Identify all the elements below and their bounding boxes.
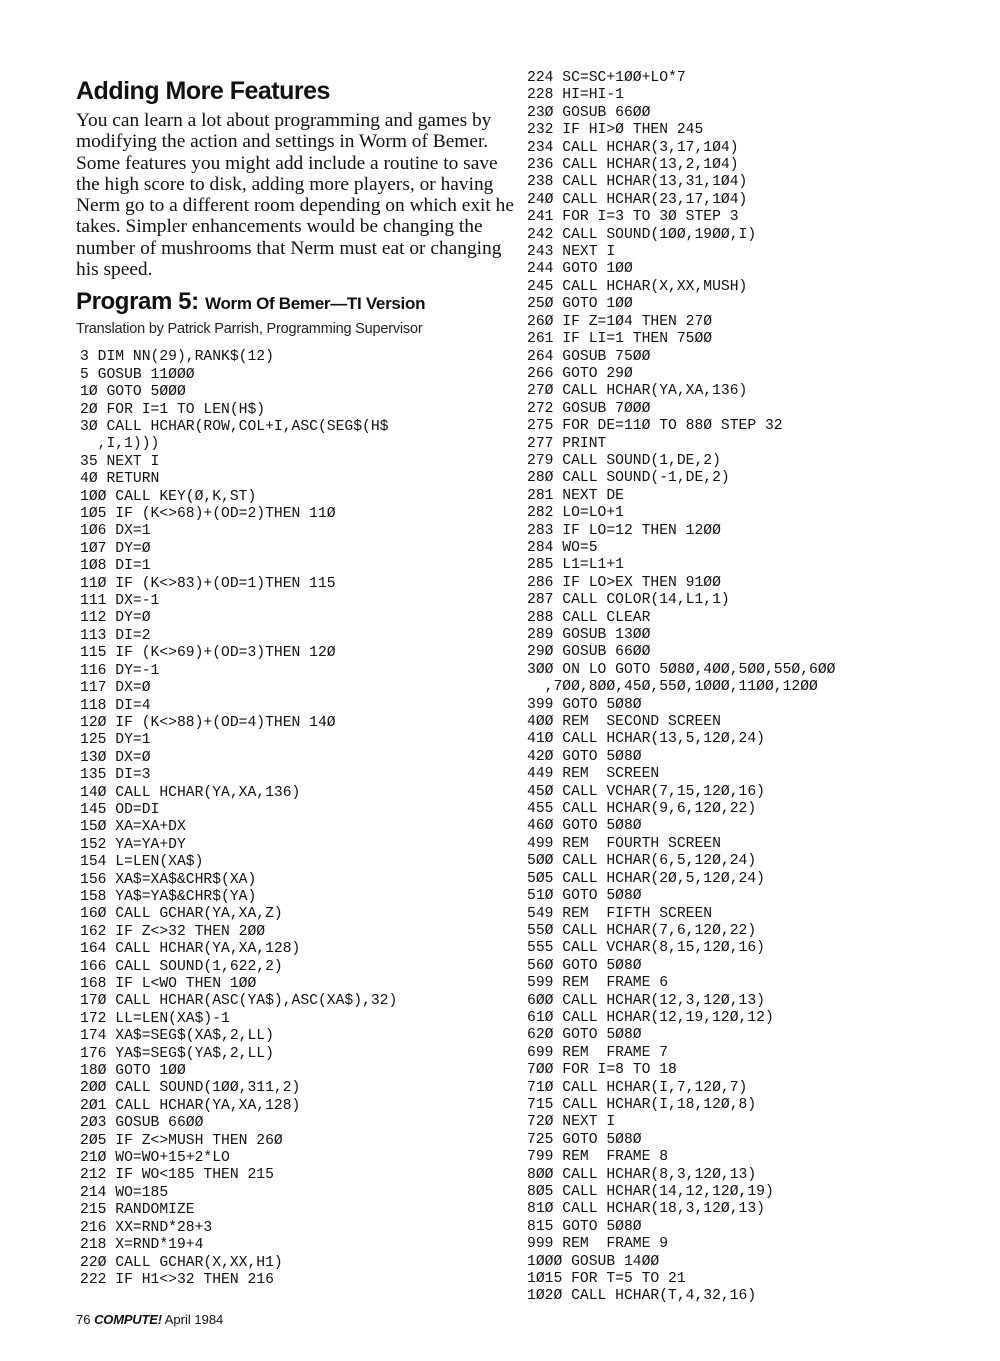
code-listing-left — [80, 349, 516, 1289]
code-line: 3 DIM NN(29),RANK$(12) — [80, 349, 274, 366]
code-line: 289 GOSUB 13ØØ — [527, 627, 651, 643]
code-line: 61Ø CALL HCHAR(12,19,12Ø,12) — [527, 1009, 774, 1026]
code-line: 17Ø CALL HCHAR(ASC(YA$),ASC(XA$),32) — [80, 993, 398, 1010]
code-listing-right — [527, 70, 987, 1306]
code-line: 214 WO=185 — [80, 1184, 169, 1201]
code-line: 5ØØ CALL HCHAR(6,5,12Ø,24) — [527, 853, 757, 870]
code-line: 23Ø GOSUB 66ØØ — [527, 104, 651, 121]
code-line: 152 YA=YA+DY — [80, 836, 186, 853]
code-line: 236 CALL HCHAR(13,2,1Ø4) — [527, 157, 739, 174]
code-line: 399 GOTO 5Ø8Ø — [527, 696, 642, 713]
code-line: 288 CALL CLEAR — [527, 609, 651, 626]
code-line: 241 FOR I=3 TO 3Ø STEP 3 — [527, 209, 739, 226]
code-line: 16Ø CALL GCHAR(YA,XA,Z) — [80, 906, 283, 923]
code-line: 28Ø CALL SOUND(-1,DE,2) — [527, 470, 730, 487]
code-line: 285 L1=L1+1 — [527, 557, 624, 574]
code-line: 1Ø6 DX=1 — [80, 523, 151, 540]
code-line: 1Ø GOTO 5ØØØ — [80, 384, 186, 401]
code-line: 51Ø GOTO 5Ø8Ø — [527, 888, 642, 905]
code-line: 2ØØ CALL SOUND(1ØØ,311,2) — [80, 1080, 301, 1097]
code-line: 449 REM SCREEN — [527, 766, 660, 783]
code-line: 286 IF LO>EX THEN 91ØØ — [527, 574, 721, 591]
code-line: 156 XA$=XA$&CHR$(XA) — [80, 871, 257, 888]
code-line: ,I,1))) — [80, 436, 160, 453]
code-line: 15Ø XA=XA+DX — [80, 819, 186, 836]
code-line: 699 REM FRAME 7 — [527, 1044, 669, 1061]
code-line: 284 WO=5 — [527, 539, 598, 556]
code-line: 81Ø CALL HCHAR(18,3,12Ø,13) — [527, 1201, 765, 1218]
code-line: 62Ø GOTO 5Ø8Ø — [527, 1027, 642, 1044]
code-line: 24Ø CALL HCHAR(23,17,1Ø4) — [527, 191, 748, 208]
code-line: 168 IF L<WO THEN 1ØØ — [80, 976, 257, 992]
issue-date: April 1984 — [164, 1312, 224, 1327]
code-line: 111 DX=-1 — [80, 593, 160, 610]
code-line: 72Ø NEXT I — [527, 1114, 616, 1131]
code-line: 1ØØ CALL KEY(Ø,K,ST) — [80, 488, 257, 505]
code-line: 243 NEXT I — [527, 244, 616, 261]
code-line: 29Ø GOSUB 66ØØ — [527, 644, 651, 661]
code-line: 176 YA$=SEG$(YA$,2,LL) — [80, 1045, 274, 1062]
code-line: 799 REM FRAME 8 — [527, 1149, 669, 1166]
code-line: 115 IF (K<>69)+(OD=3)THEN 12Ø — [80, 645, 336, 662]
page-number: 76 — [76, 1312, 91, 1327]
code-line: 215 RANDOMIZE — [80, 1202, 195, 1219]
code-line: 455 CALL HCHAR(9,6,12Ø,22) — [527, 801, 757, 818]
code-line: 27Ø CALL HCHAR(YA,XA,136) — [527, 383, 748, 400]
code-line: 112 DY=Ø — [80, 610, 151, 627]
code-line: 172 LL=LEN(XA$)-1 — [80, 1010, 230, 1027]
code-line: 715 CALL HCHAR(I,18,12Ø,8) — [527, 1096, 757, 1113]
code-line: 117 DX=Ø — [80, 680, 151, 697]
code-line: 4Ø RETURN — [80, 471, 160, 488]
code-line: 228 HI=HI-1 — [527, 87, 624, 104]
code-line: 5Ø5 CALL HCHAR(2Ø,5,12Ø,24) — [527, 870, 765, 887]
code-line: 599 REM FRAME 6 — [527, 975, 669, 992]
code-line: 113 DI=2 — [80, 627, 151, 644]
code-line: 3Ø CALL HCHAR(ROW,COL+I,ASC(SEG$(H$ — [80, 419, 389, 435]
code-line: 499 REM FOURTH SCREEN — [527, 835, 721, 852]
code-line: 1Ø5 IF (K<>68)+(OD=2)THEN 11Ø — [80, 506, 336, 523]
code-line: 35 NEXT I — [80, 453, 160, 470]
code-line: 725 GOTO 5Ø8Ø — [527, 1131, 642, 1148]
code-line: 145 OD=DI — [80, 801, 160, 818]
code-line: 2Ø3 GOSUB 66ØØ — [80, 1115, 204, 1132]
code-line: 21Ø WO=WO+15+2*LO — [80, 1150, 230, 1167]
code-line: 212 IF WO<185 THEN 215 — [80, 1167, 274, 1184]
code-line: 266 GOTO 29Ø — [527, 365, 633, 382]
program-name: Worm Of Bemer—TI Version — [205, 294, 426, 314]
code-line: 71Ø CALL HCHAR(I,7,12Ø,7) — [527, 1079, 748, 1096]
program-title — [76, 288, 516, 318]
code-line: 815 GOTO 5Ø8Ø — [527, 1218, 642, 1235]
code-line: 281 NEXT DE — [527, 487, 624, 504]
code-line: 8Ø5 CALL HCHAR(14,12,12Ø,19) — [527, 1184, 774, 1200]
code-line: 234 CALL HCHAR(3,17,1Ø4) — [527, 139, 739, 156]
left-column — [76, 76, 516, 1289]
code-line: 55Ø CALL HCHAR(7,6,12Ø,22) — [527, 922, 757, 939]
code-line: 56Ø GOTO 5Ø8Ø — [527, 957, 642, 974]
code-line: 1Ø8 DI=1 — [80, 558, 151, 575]
code-line: 14Ø CALL HCHAR(YA,XA,136) — [80, 784, 301, 801]
code-line: 22Ø CALL GCHAR(X,XX,H1) — [80, 1254, 283, 1271]
program-number: Program 5: — [76, 288, 199, 316]
page-footer — [76, 1312, 223, 1327]
code-line: 1Ø2Ø CALL HCHAR(T,4,32,16) — [527, 1288, 757, 1305]
code-line: 272 GOSUB 7ØØØ — [527, 400, 651, 417]
code-line: 555 CALL VCHAR(8,15,12Ø,16) — [527, 940, 765, 957]
code-line: 42Ø GOTO 5Ø8Ø — [527, 748, 642, 765]
code-line: ,7ØØ,8ØØ,45Ø,55Ø,1ØØØ,11ØØ,12ØØ — [527, 679, 818, 696]
code-line: 282 LO=LO+1 — [527, 505, 624, 522]
code-line: 999 REM FRAME 9 — [527, 1236, 669, 1253]
code-line: 7ØØ FOR I=8 TO 18 — [527, 1062, 677, 1079]
code-line: 45Ø CALL VCHAR(7,15,12Ø,16) — [527, 783, 765, 800]
code-line: 118 DI=4 — [80, 697, 151, 714]
code-line: 2Ø1 CALL HCHAR(YA,XA,128) — [80, 1097, 301, 1114]
code-line: 222 IF H1<>32 THEN 216 — [80, 1271, 274, 1288]
code-line: 2Ø5 IF Z<>MUSH THEN 26Ø — [80, 1132, 283, 1149]
code-line: 238 CALL HCHAR(13,31,1Ø4) — [527, 174, 748, 191]
code-line: 135 DI=3 — [80, 767, 151, 784]
code-line: 46Ø GOTO 5Ø8Ø — [527, 818, 642, 835]
code-line: 4ØØ REM SECOND SCREEN — [527, 714, 721, 731]
code-line: 224 SC=SC+1ØØ+LO*7 — [527, 70, 686, 86]
code-line: 242 CALL SOUND(1ØØ,19ØØ,I) — [527, 226, 757, 243]
code-line: 261 IF LI=1 THEN 75ØØ — [527, 331, 713, 348]
code-line: 158 YA$=YA$&CHR$(YA) — [80, 888, 257, 905]
code-line: 8ØØ CALL HCHAR(8,3,12Ø,13) — [527, 1166, 757, 1183]
code-line: 162 IF Z<>32 THEN 2ØØ — [80, 923, 266, 940]
code-line: 25Ø GOTO 1ØØ — [527, 296, 633, 313]
code-line: 6ØØ CALL HCHAR(12,3,12Ø,13) — [527, 992, 765, 1009]
code-line: 232 IF HI>Ø THEN 245 — [527, 122, 704, 139]
code-line: 18Ø GOTO 1ØØ — [80, 1063, 186, 1080]
magazine-name: COMPUTE! — [94, 1312, 162, 1327]
code-line: 216 XX=RND*28+3 — [80, 1219, 213, 1236]
code-line: 275 FOR DE=11Ø TO 88Ø STEP 32 — [527, 418, 783, 435]
code-line: 174 XA$=SEG$(XA$,2,LL) — [80, 1028, 274, 1045]
code-line: 283 IF LO=12 THEN 12ØØ — [527, 522, 721, 539]
code-line: 244 GOTO 1ØØ — [527, 261, 633, 278]
section-heading: Adding More Features — [76, 77, 330, 105]
code-line: 1Ø15 FOR T=5 TO 21 — [527, 1271, 686, 1288]
article-paragraph: You can learn a lot about programming and games by modifying the action and settings in Worm of Bemer. Some features you might add include a routine to save the high score to disk, adding more players, or having Nerm go to a different room depending on which exit he takes. Simpler enhancements would be changing the number of mushrooms that Nerm must eat or changing his speed. — [76, 110, 514, 281]
translation-credit: Translation by Patrick Parrish, Programming Supervisor — [76, 321, 423, 338]
code-line: 26Ø IF Z=1Ø4 THEN 27Ø — [527, 313, 713, 330]
code-line: 154 L=LEN(XA$) — [80, 854, 204, 871]
code-line: 264 GOSUB 75ØØ — [527, 348, 651, 365]
code-line: 3ØØ ON LO GOTO 5Ø8Ø,4ØØ,5ØØ,55Ø,6ØØ — [527, 661, 836, 678]
code-line: 549 REM FIFTH SCREEN — [527, 905, 713, 922]
code-line: 13Ø DX=Ø — [80, 749, 151, 766]
code-line: 1Ø7 DY=Ø — [80, 540, 151, 557]
code-line: 125 DY=1 — [80, 732, 151, 749]
code-line: 245 CALL HCHAR(X,XX,MUSH) — [527, 278, 748, 295]
code-line: 12Ø IF (K<>88)+(OD=4)THEN 14Ø — [80, 714, 336, 731]
code-line: 218 X=RND*19+4 — [80, 1237, 204, 1254]
code-line: 116 DY=-1 — [80, 662, 160, 679]
code-line: 11Ø IF (K<>83)+(OD=1)THEN 115 — [80, 575, 336, 592]
code-line: 277 PRINT — [527, 435, 607, 452]
code-line: 2Ø FOR I=1 TO LEN(H$) — [80, 401, 266, 418]
code-line: 166 CALL SOUND(1,622,2) — [80, 958, 283, 975]
code-line: 287 CALL COLOR(14,L1,1) — [527, 592, 730, 609]
code-line: 279 CALL SOUND(1,DE,2) — [527, 452, 721, 469]
code-line: 5 GOSUB 11ØØØ — [80, 366, 195, 383]
code-line: 164 CALL HCHAR(YA,XA,128) — [80, 941, 301, 958]
code-line: 41Ø CALL HCHAR(13,5,12Ø,24) — [527, 731, 765, 748]
right-column — [527, 70, 987, 1306]
code-line: 1ØØØ GOSUB 14ØØ — [527, 1253, 660, 1270]
